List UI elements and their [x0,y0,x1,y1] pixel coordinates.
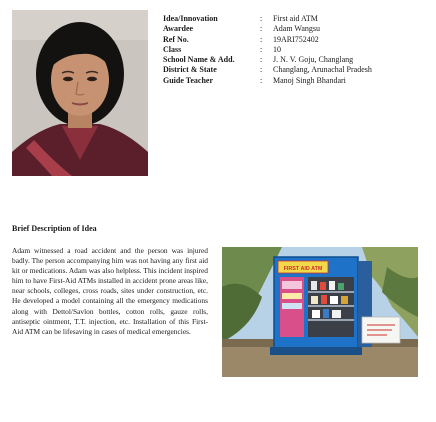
model-photo [222,247,418,377]
detail-row-idea [163,14,372,24]
detail-separator: : [260,14,263,23]
section-heading: Brief Description of Idea [12,224,97,233]
detail-separator: : [260,24,263,34]
detail-row-ref-no [163,35,372,45]
detail-separator: : [260,34,263,44]
detail-label: Ref No. [163,34,189,44]
detail-label: Awardee [163,24,194,34]
detail-row-guide-teacher [163,76,372,86]
detail-row-awardee [163,24,372,34]
detail-label: District & State [163,65,217,75]
detail-value: 10 [273,44,281,54]
detail-row-school [163,55,372,65]
awardee-portrait [12,10,148,176]
awardee-details [163,14,372,86]
detail-value: First aid ATM [273,14,318,23]
detail-label: School Name & Add. [163,55,235,65]
detail-value: 19ARI752402 [273,34,319,44]
detail-label: Class [163,44,182,54]
detail-value: Changlang, Arunachal Pradesh [273,65,372,75]
detail-separator: : [260,44,263,54]
first-aid-atm-model-image [222,247,418,377]
detail-value: J. N. V. Goju, Changlang [273,55,354,65]
detail-separator: : [260,75,263,85]
detail-row-district [163,65,372,75]
portrait-image [12,10,148,176]
detail-label: Idea/Innovation [163,14,218,23]
model-sign-text: FIRST AID ATM [283,266,323,272]
idea-description: Adam witnessed a road accident and the person was injured badly. The person accompanying him was not having any first aid kit or medications. Adam was also helpless. This incident inspired him to have First-Aid ATMs installed in accident prone areas like, near schools, colleges, cross roads, sites under construction, etc. He developed a model containing all the emergency medications along with Dettol/Savlon bottles, cotton rolls, gauze rolls, antiseptic ointment, T.T. injection, etc. Installation of this First-Aid ATM can be lifesaving in cases of medical emergencies. [12,246,208,336]
detail-value: Adam Wangsu [273,24,320,34]
detail-row-class [163,45,372,55]
detail-separator: : [260,55,263,65]
detail-separator: : [260,65,263,75]
detail-label: Guide Teacher [163,75,214,85]
detail-value: Manoj Singh Bhandari [273,75,346,85]
